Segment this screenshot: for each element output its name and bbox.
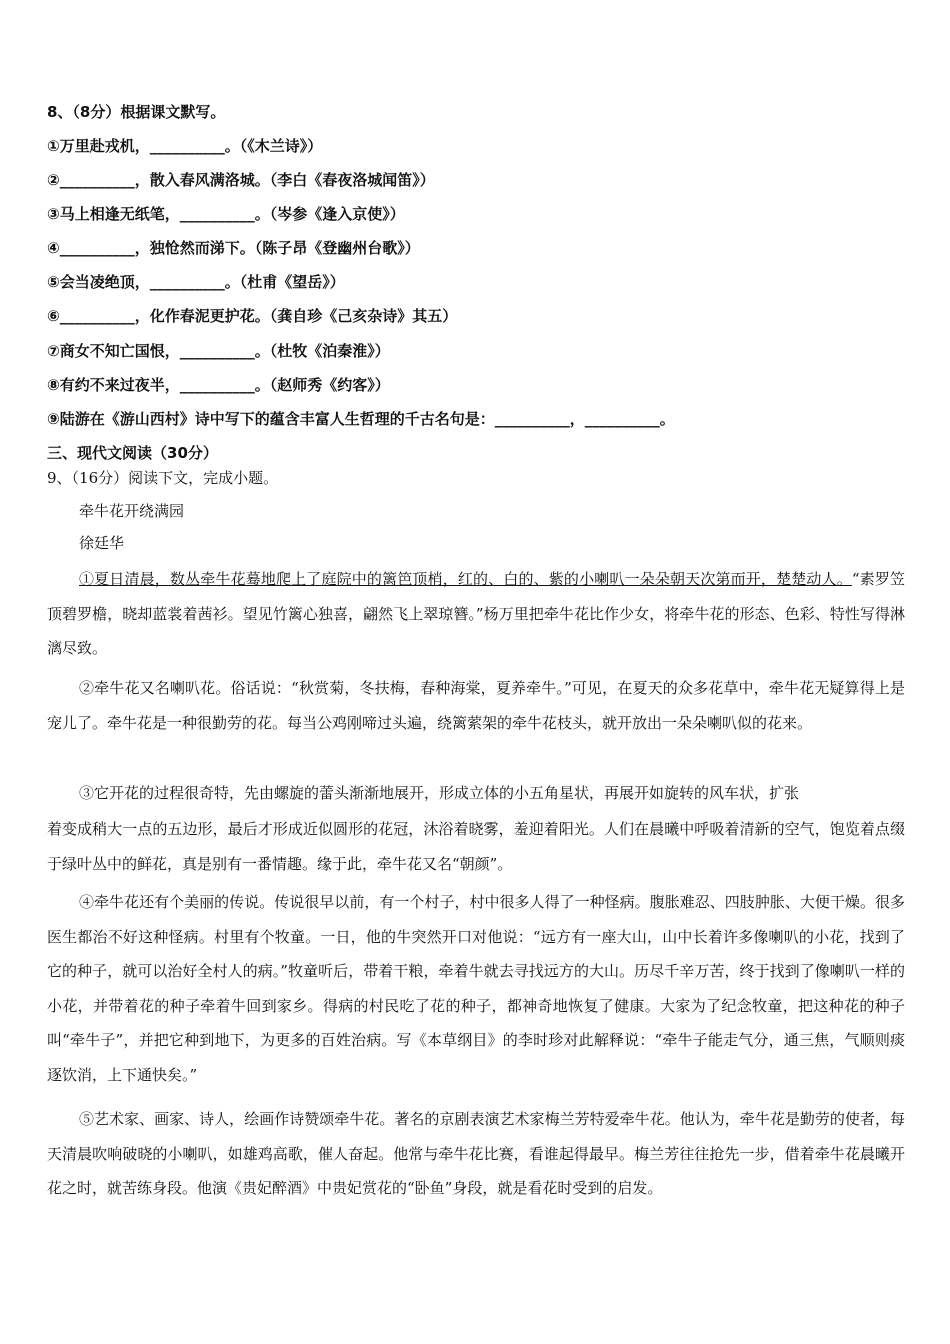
article-paragraph-4: ④牵牛花还有个美丽的传说。传说很早以前，有一个村子，村中很多人得了一种怪病。腹胀难忍、四肢肿胀、大便干燥。很多医生都治不好这种怪病。村里有个牧童。一日，他的牛突然开口对他说：“远方有一座大山，山中长着许多像喇叭的小花，找到了它的种子，就可以治好全村人的病。”牧童听后，带着干粮，牵着牛就去寻找远方的大山。历尽千辛万苦，终于找到了像喇叭一样的小花，并带着花的种子牵着牛回到家乡。得病的村民吃了花的种子，都神奇地恢复了健康。大家为了纪念牧童，把这种花的种子叫“牵牛子”，并把它种到地下，为更多的百姓治病。写《本草纲目》的李时珍对此解释说：“牵牛子能走气分，通三焦，气顺则痰逐饮消，上下通快矣。”	[47, 893, 905, 1084]
question-9-header: 9、（16分）阅读下文，完成小题。	[47, 469, 279, 487]
article-title: 牵牛花开绕满园	[79, 502, 185, 520]
section-3-heading: 三、现代文阅读（30分）	[47, 444, 218, 462]
article-paragraph-2: ②牵牛花又名喇叭花。俗话说：“秋赏菊，冬扶梅，春种海棠，夏养牵牛。”可见，在夏天的众多花草中，牵牛花无疑算得上是宠儿了。牵牛花是一种很勤劳的花。每当公鸡刚啼过头遍，绕篱萦架的牵牛花枝头，就开放出一朵朵喇叭似的花来。	[47, 679, 905, 732]
article-paragraph-3-rest: 着变成稍大一点的五边形，最后才形成近似圆形的花冠，沐浴着晓雾，羞迎着阳光。人们在晨曦中呼吸着清新的空气，饱览着点缀于绿叶丛中的鲜花，真是别有一番情趣。缘于此，牵牛花又名“朝颜”。	[47, 820, 905, 873]
recitation-item-6: ⑥__________，化作春泥更护花。（龚自珍《己亥杂诗》其五）	[47, 307, 458, 325]
recitation-item-4: ④__________，独怆然而涕下。（陈子昂《登幽州台歌》）	[47, 239, 420, 257]
question-8-header: 8、（8分）根据课文默写。	[47, 103, 226, 121]
recitation-item-9: ⑨陆游在《游山西村》诗中写下的蕴含丰富人生哲理的千古名句是：__________，__________。	[47, 410, 675, 428]
recitation-item-3: ③马上相逢无纸笔，__________。（岑参《逢入京使》）	[47, 205, 405, 223]
paragraph-1-rest: “素罗笠顶碧罗檐，晓却蓝裳着茜衫。望见竹篱心独喜，翩然飞上翠琼簪。”杨万里把牵牛花比作少女，将牵牛花的形态、色彩、特性写得淋漓尽致。	[47, 570, 905, 657]
recitation-item-1: ①万里赴戎机，__________。（《木兰诗》）	[47, 137, 323, 155]
article-paragraph-3-first-line: ③它开花的过程很奇特，先由螺旋的蕾头渐渐地展开，形成立体的小五角星状，再展开如旋转的风车状，扩张	[79, 784, 800, 802]
recitation-item-2: ②__________，散入春风满洛城。（李白《春夜洛城闻笛》）	[47, 171, 435, 189]
article-author: 徐廷华	[79, 534, 125, 552]
recitation-item-8: ⑧有约不来过夜半，__________。（赵师秀《约客》）	[47, 376, 390, 394]
article-paragraph-1	[47, 562, 905, 666]
underlined-sentence: ①夏日清晨，数丛牵牛花蓦地爬上了庭院中的篱笆顶梢，红的、白的、紫的小喇叭一朵朵朝天次第而开，楚楚动人。	[79, 570, 852, 588]
article-paragraph-5: ⑤艺术家、画家、诗人，绘画作诗赞颂牵牛花。著名的京剧表演艺术家梅兰芳特爱牵牛花。他认为，牵牛花是勤劳的使者，每天清晨吹响破晓的小喇叭，如雄鸡高歌，催人奋起。他常与牵牛花比赛，看谁起得最早。梅兰芳往往抢先一步，借着牵牛花晨曦开花之时，就苦练身段。他演《贵妃醉酒》中贵妃赏花的“卧鱼”身段，就是看花时受到的启发。	[47, 1110, 905, 1197]
recitation-item-7: ⑦商女不知亡国恨，__________。（杜牧《泊秦淮》）	[47, 342, 390, 360]
recitation-item-5: ⑤会当凌绝顶，__________。（杜甫《望岳》）	[47, 273, 345, 291]
